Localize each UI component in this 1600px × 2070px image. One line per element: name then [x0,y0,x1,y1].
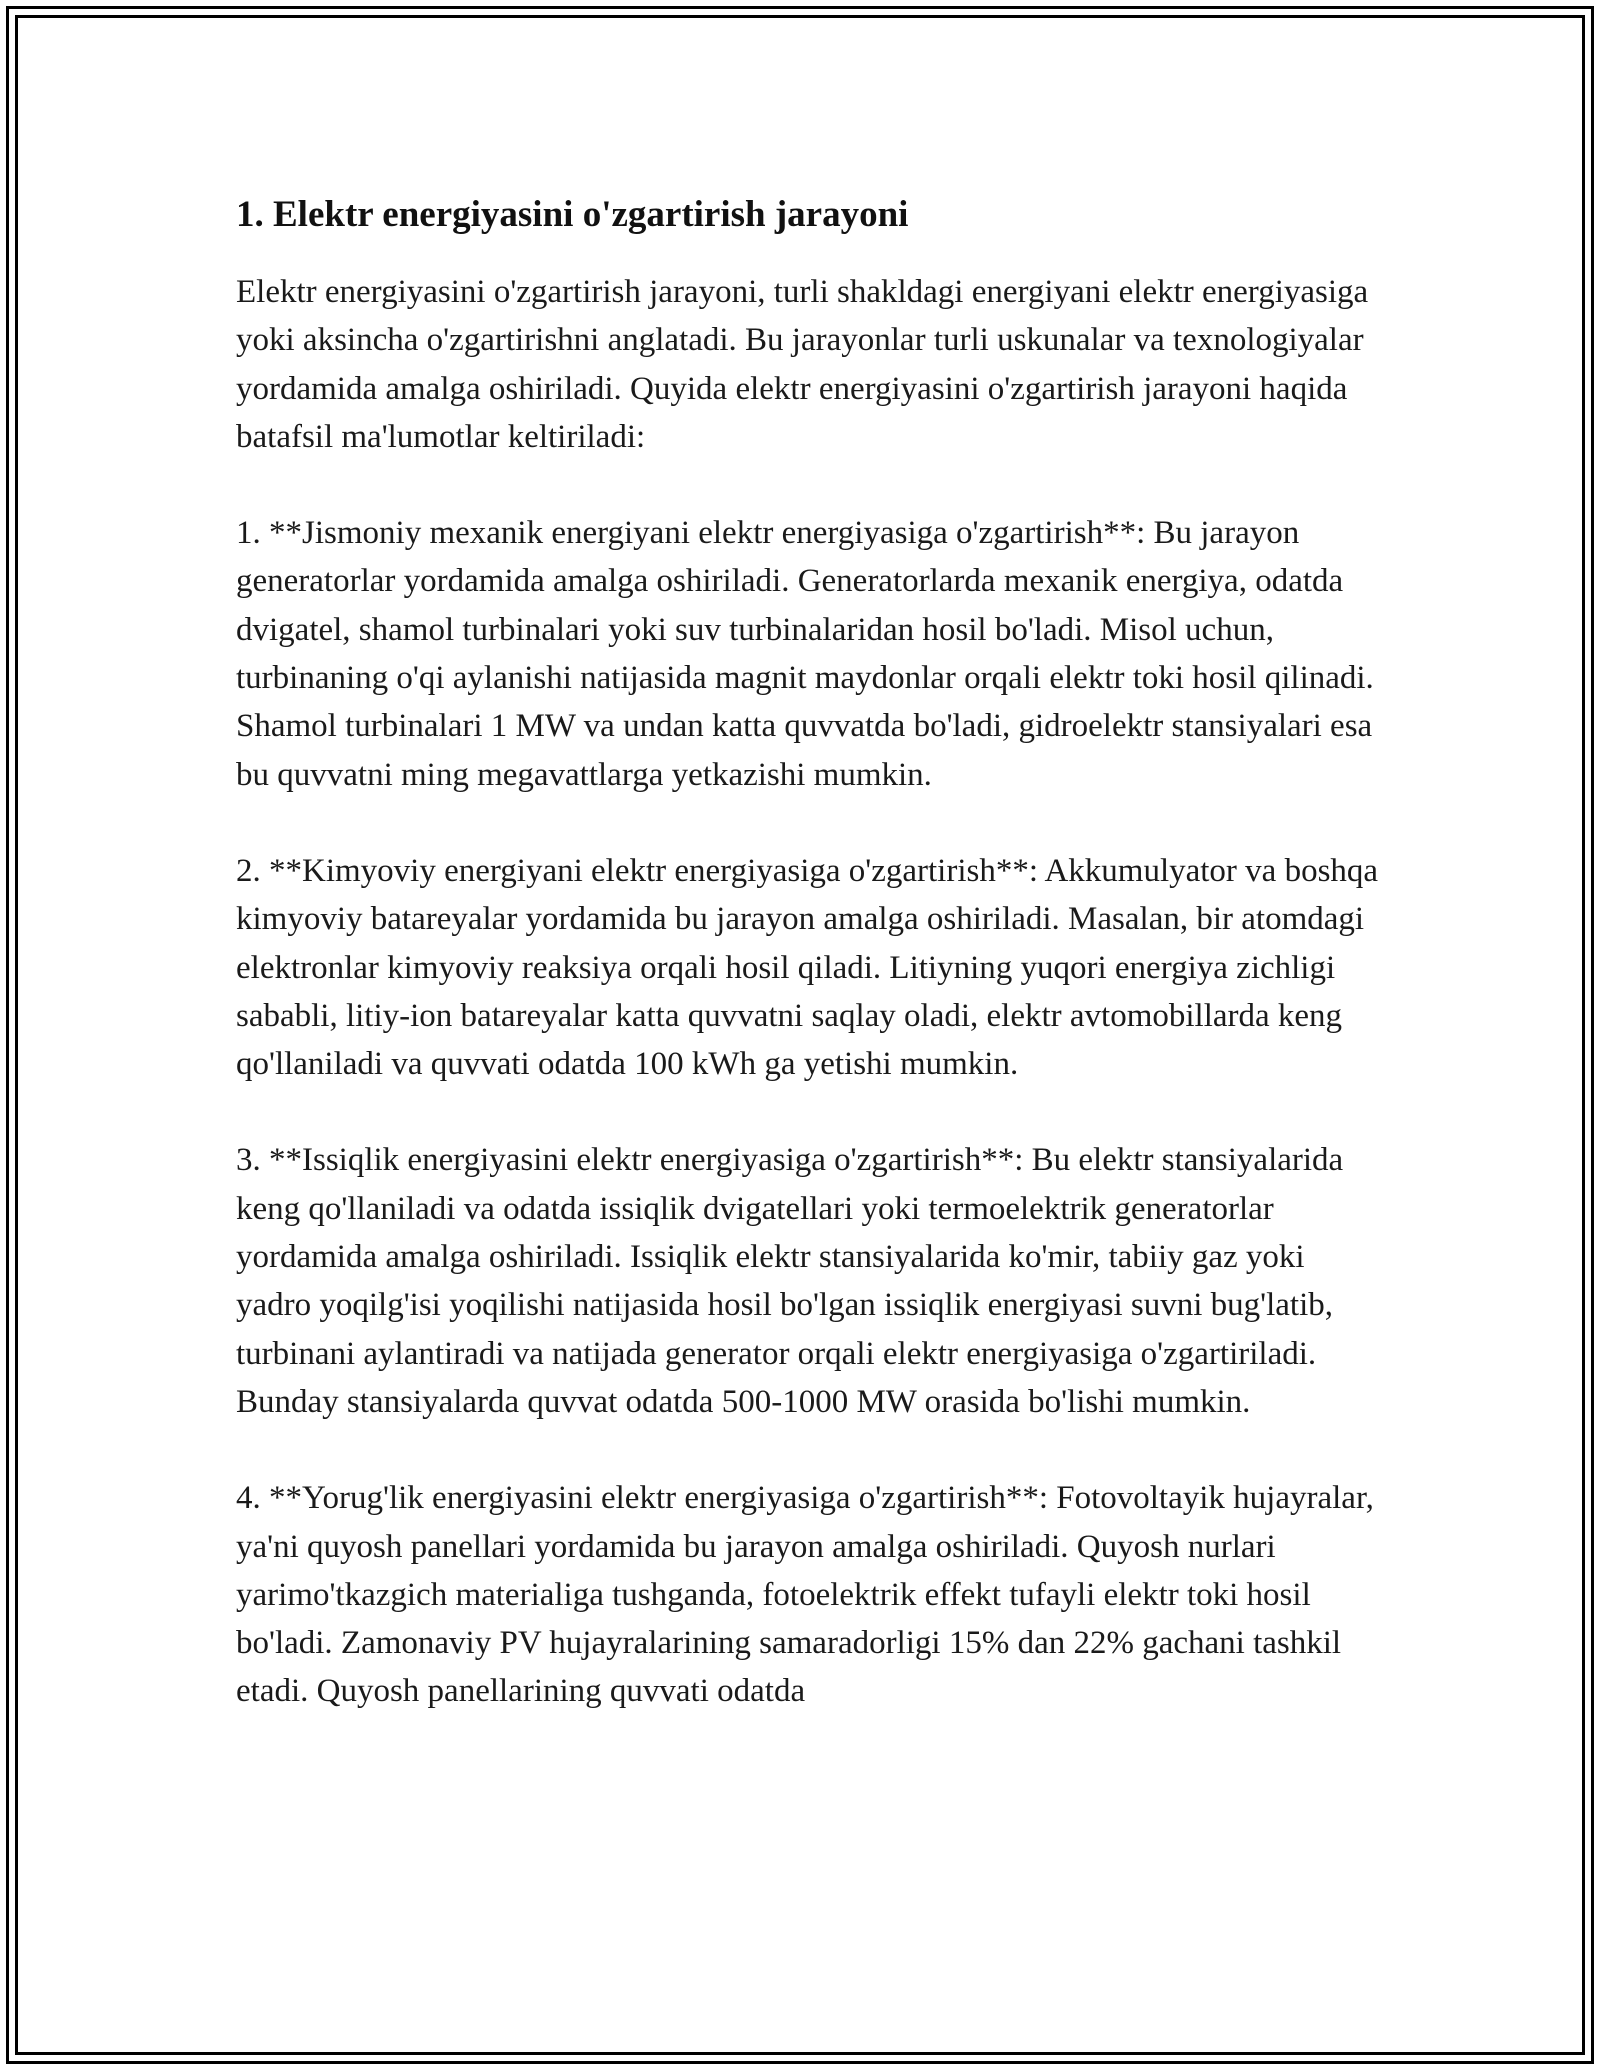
paragraph-mechanical-energy: 1. **Jismoniy mexanik energiyani elektr energiyasiga o'zgartirish**: Bu jarayon generatorlar yordamida amalga oshiriladi. Generatorlarda mexanik energiya, odatda dvigatel, shamol turbinalari yoki suv turbinalaridan hosil bo'ladi. Misol uchun, turbinaning o'qi aylanishi natijasida magnit maydonlar orqali elektr toki hosil qilinadi. Shamol turbinalari 1 MW va undan katta quvvatda bo'ladi, gidroelektr stansiyalari esa bu quvvatni ming megavattlarga yetkazishi mumkin. [236,515,1374,793]
document-title: 1. Elektr energiyasini o'zgartirish jarayoni [236,194,909,235]
document-page [236,190,1386,1716]
paragraph-light-energy: 4. **Yorug'lik energiyasini elektr energiyasiga o'zgartirish**: Fotovoltayik hujayralar, ya'ni quyosh panellari yordamida bu jarayon amalga oshiriladi. Quyosh nurlari yarimo'tkazgich materialiga tushganda, fotoelektrik effekt tufayli elektr toki hosil bo'ladi. Zamonaviy PV hujayralarining samaradorligi 15% dan 22% gachani tashkil etadi. Quyosh panellarining quvvati odatda [236,1480,1374,1710]
paragraph-thermal-energy: 3. **Issiqlik energiyasini elektr energiyasiga o'zgartirish**: Bu elektr stansiyalarida keng qo'llaniladi va odatda issiqlik dvigatellari yoki termoelektrik generatorlar yordamida amalga oshiriladi. Issiqlik elektr stansiyalarida ko'mir, tabiiy gaz yoki yadro yoqilg'isi yoqilishi natijasida hosil bo'lgan issiqlik energiyasi suvni bug'latib, turbinani aylantiradi va natijada generator orqali elektr energiyasiga o'zgartiriladi. Bunday stansiyalarda quvvat odatda 500-1000 MW orasida bo'lishi mumkin. [236,1142,1344,1420]
paragraph-chemical-energy: 2. **Kimyoviy energiyani elektr energiyasiga o'zgartirish**: Akkumulyator va boshqa kimyoviy batareyalar yordamida bu jarayon amalga oshiriladi. Masalan, bir atomdagi elektronlar kimyoviy reaksiya orqali hosil qiladi. Litiyning yuqori energiya zichligi sababli, litiy-ion batareyalar katta quvvatni saqlay oladi, elektr avtomobillarda keng qo'llaniladi va quvvati odatda 100 kWh ga yetishi mumkin. [236,852,1379,1083]
intro-paragraph: Elektr energiyasini o'zgartirish jarayoni, turli shakldagi energiyani elektr energiyasiga yoki aksincha o'zgartirishni anglatadi. Bu jarayonlar turli uskunalar va texnologiyalar yordamida amalga oshiriladi. Quyida elektr energiyasini o'zgartirish jarayoni haqida batafsil ma'lumotlar keltiriladi: [236,274,1369,455]
